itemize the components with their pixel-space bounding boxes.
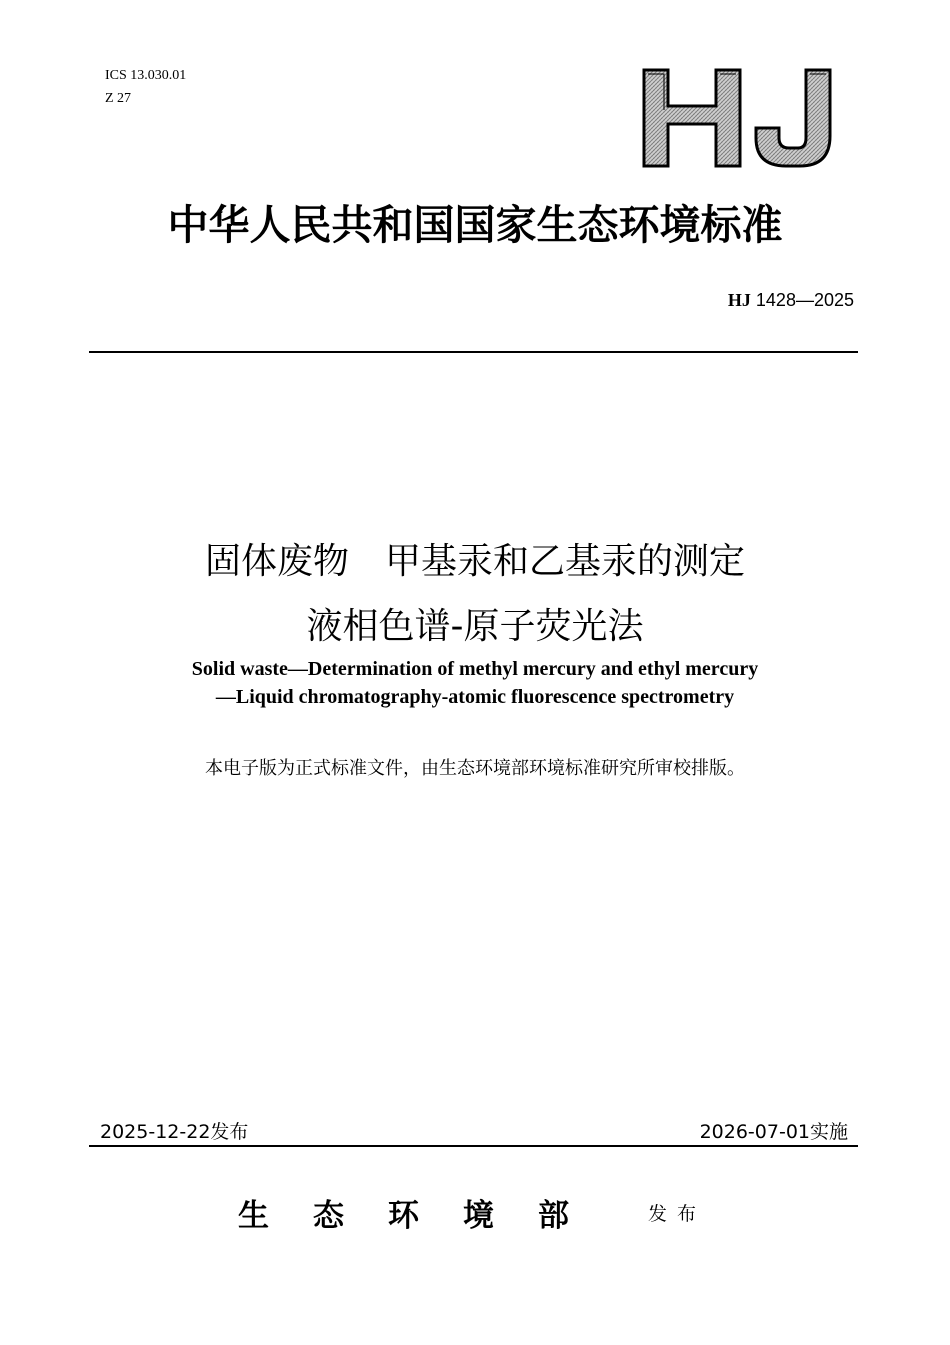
top-divider [89, 351, 858, 353]
issue-date: 2025-12-22发布 [100, 1121, 249, 1143]
classification-codes [105, 64, 186, 110]
ccs-code: Z 27 [105, 91, 132, 106]
standard-code: 1428—2025 [755, 290, 854, 310]
ics-code: ICS 13.030.01 [105, 68, 187, 83]
hj-logo-graphic [638, 66, 838, 170]
title-cn-line1: 固体废物 甲基汞和乙基汞的测定 [204, 541, 745, 582]
publish-action: 发布 [648, 1203, 707, 1225]
hj-logo [638, 66, 838, 170]
edition-note: 本电子版为正式标准文件，由生态环境部环境标准研究所审校排版。 [205, 758, 745, 779]
publisher-name: 生态环境部 [238, 1198, 613, 1234]
title-en-line2: —Liquid chromatography-atomic fluorescence spectrometry [215, 686, 735, 708]
title-en-line1: Solid waste—Determination of methyl mercury and ethyl mercury [191, 658, 759, 680]
organization-title: 中华人民共和国国家生态环境标准 [167, 201, 783, 249]
title-cn-line2: 液相色谱-原子荧光法 [306, 606, 644, 647]
bottom-divider [89, 1145, 858, 1147]
standard-number [728, 290, 854, 311]
standard-prefix: HJ [727, 290, 751, 310]
implementation-date: 2026-07-01实施 [699, 1121, 848, 1143]
